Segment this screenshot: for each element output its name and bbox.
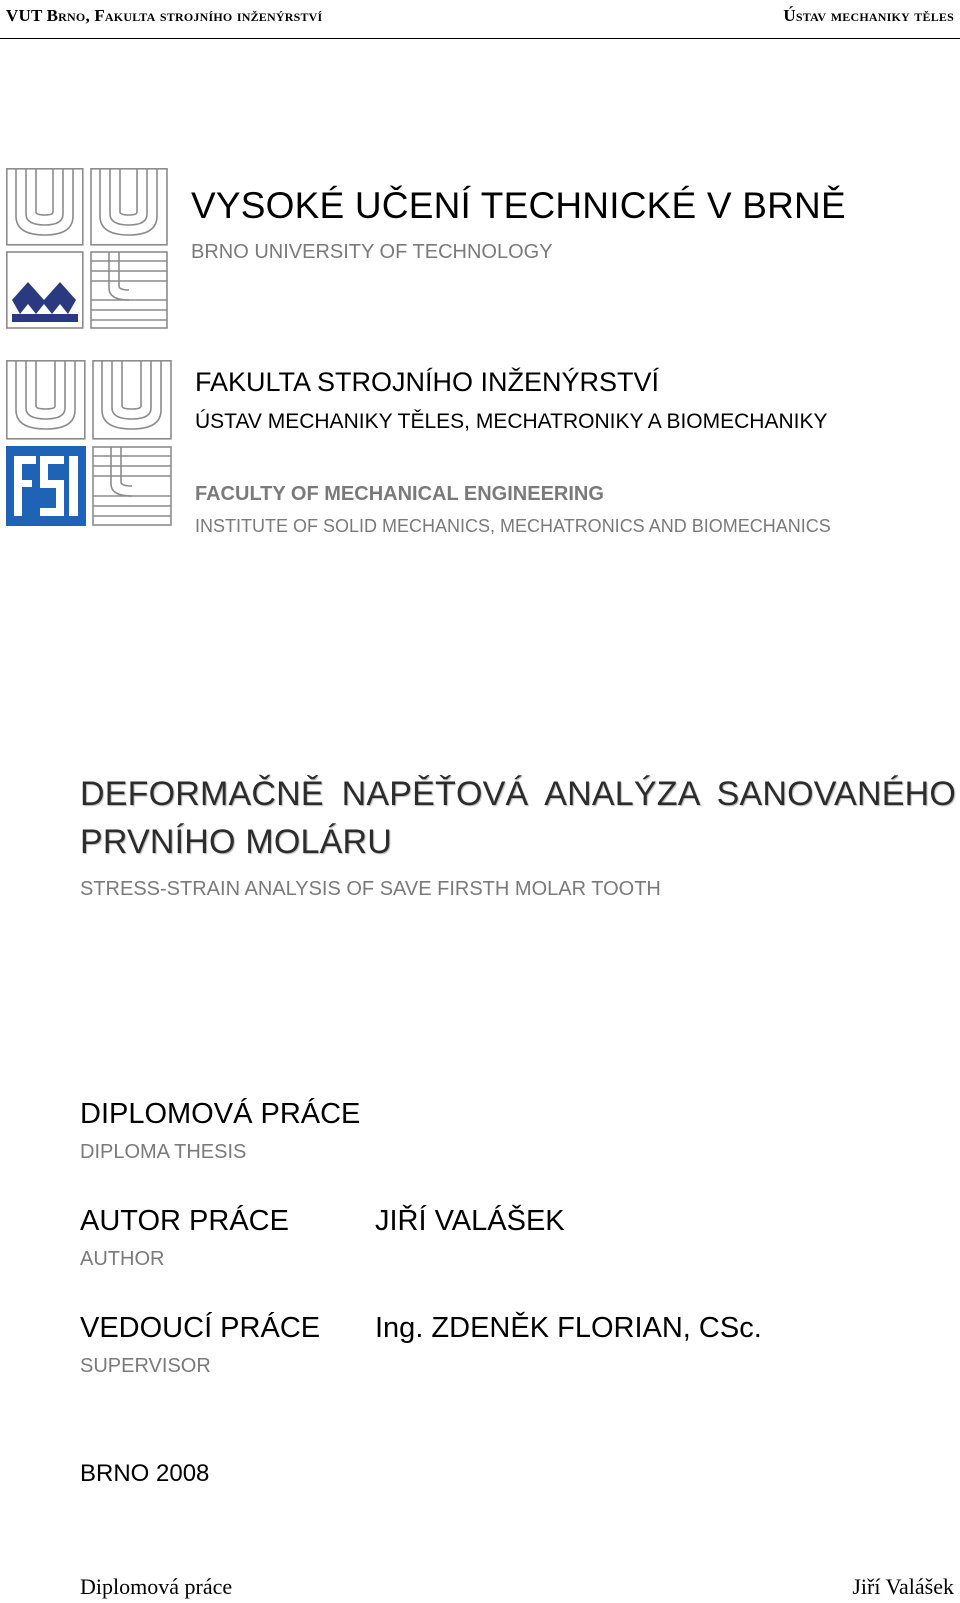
running-header — [0, 0, 960, 40]
supervisor-label-en: SUPERVISOR — [80, 1355, 211, 1377]
header-rule — [0, 38, 960, 39]
author-label-en: AUTHOR — [80, 1248, 165, 1270]
author-label-cs: AUTOR PRÁCE — [80, 1205, 289, 1237]
faculty-name-en: FACULTY OF MECHANICAL ENGINEERING — [195, 483, 604, 505]
university-name-en: BRNO UNIVERSITY OF TECHNOLOGY — [191, 241, 553, 263]
place-year: BRNO 2008 — [80, 1460, 210, 1487]
thesis-type-en: DIPLOMA THESIS — [80, 1141, 247, 1163]
supervisor-name: Ing. ZDENĚK FLORIAN, CSc. — [375, 1312, 762, 1344]
thesis-title-en: STRESS-STRAIN ANALYSIS OF SAVE FIRSTH MOLAR TOOTH — [80, 878, 661, 900]
supervisor-label-cs: VEDOUCÍ PRÁCE — [80, 1312, 321, 1344]
fsi-logo-icon — [6, 360, 172, 526]
running-header-right: Ústav mechaniky těles — [783, 6, 954, 25]
running-footer-left: Diplomová práce — [80, 1574, 233, 1599]
thesis-title-cs: DEFORMAČNĚ NAPĚŤOVÁ ANALÝZA SANOVANÉHO PRVNÍHO MOLÁRU — [80, 775, 956, 861]
running-footer-right: Jiří Valášek — [852, 1574, 954, 1599]
vut-logo-icon — [6, 168, 170, 330]
author-name: JIŘÍ VALÁŠEK — [375, 1205, 565, 1237]
running-header-left: VUT Brno, Fakulta strojního inženýrství — [6, 6, 323, 25]
university-name-cs: VYSOKÉ UČENÍ TECHNICKÉ V BRNĚ — [191, 185, 846, 226]
institute-name-en: INSTITUTE OF SOLID MECHANICS, MECHATRONICS AND BIOMECHANICS — [195, 516, 831, 536]
thesis-type-cs: DIPLOMOVÁ PRÁCE — [80, 1098, 361, 1130]
faculty-name-cs: FAKULTA STROJNÍHO INŽENÝRSTVÍ — [195, 367, 660, 397]
institute-name-cs: ÚSTAV MECHANIKY TĚLES, MECHATRONIKY A BIOMECHANIKY — [195, 410, 828, 433]
